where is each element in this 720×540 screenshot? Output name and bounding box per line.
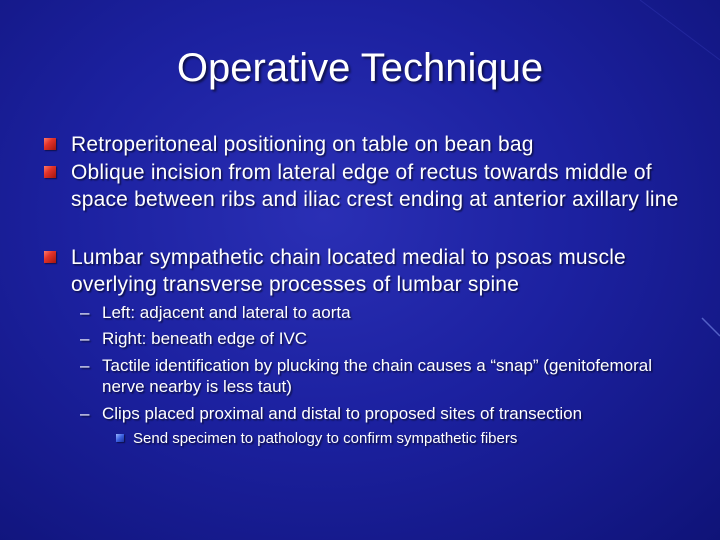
bullet-item [44, 244, 684, 298]
sub-bullet-item [80, 355, 690, 397]
sub-bullet-item [80, 403, 690, 424]
bullet-text: Lumbar sympathetic chain located medial to psoas muscle overlying transverse processes of lumbar spine [71, 246, 626, 296]
red-square-bullet-icon [44, 166, 56, 178]
sub-sub-bullet-item [116, 429, 696, 448]
sub-bullet-text: Right: beneath edge of IVC [102, 329, 308, 348]
sub-sub-bullet-text: Send specimen to pathology to confirm sympathetic fibers [133, 430, 518, 447]
sub-bullet-item [80, 302, 690, 323]
slide-title: Operative Technique [176, 46, 544, 90]
bullet-item [44, 131, 684, 158]
bullet-text: Oblique incision from lateral edge of rectus towards middle of space between ribs and iliac crest ending at anterior axillary line [71, 161, 679, 211]
dash-bullet: – [80, 303, 90, 322]
red-square-bullet-icon [44, 138, 56, 150]
sub-bullet-text: Tactile identification by plucking the chain causes a “snap” (genitofemoral nerve nearby is less taut) [102, 356, 652, 396]
bullet-item [44, 159, 684, 213]
sub-bullet-text: Left: adjacent and lateral to aorta [102, 303, 351, 322]
red-square-bullet-icon [44, 251, 56, 263]
dash-bullet: – [80, 329, 90, 348]
sub-bullet-text: Clips placed proximal and distal to proposed sites of transection [102, 404, 583, 423]
dash-bullet: – [80, 404, 90, 423]
blue-square-bullet-icon [116, 434, 124, 442]
dash-bullet: – [80, 356, 90, 375]
bullet-text: Retroperitoneal positioning on table on bean bag [71, 133, 534, 156]
sub-bullet-item [80, 328, 690, 349]
